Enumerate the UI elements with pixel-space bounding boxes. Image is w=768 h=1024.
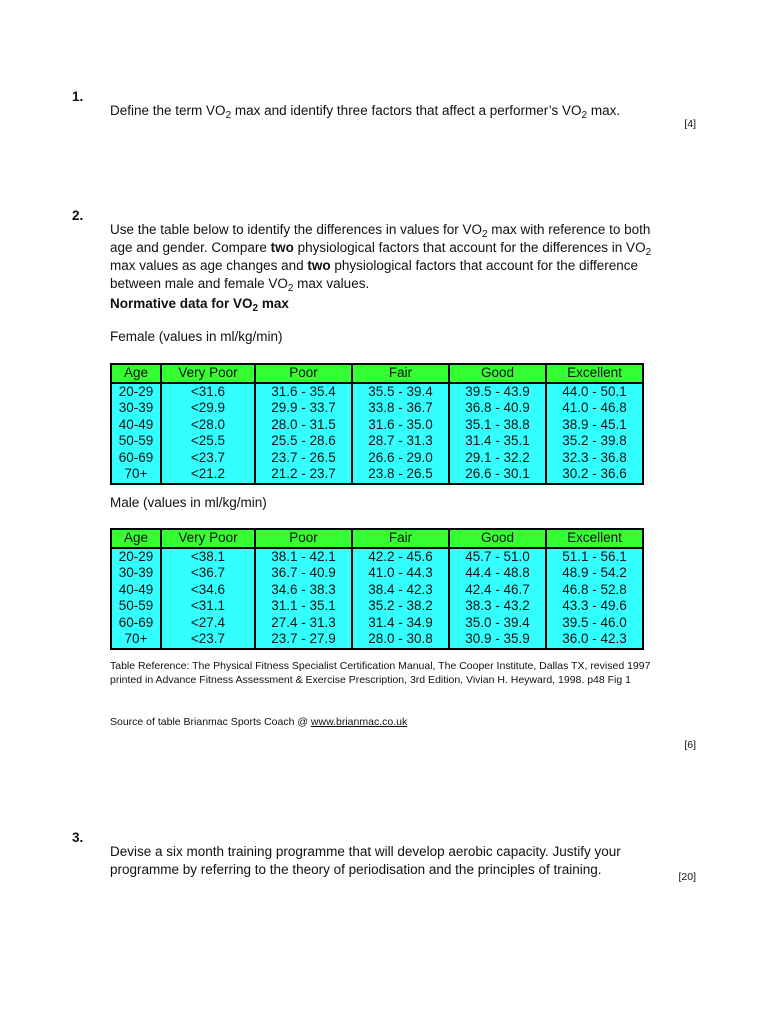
table-row xyxy=(111,548,643,566)
question-text: Devise a six month training programme that will develop aerobic capacity. Justify your programme by referring to the theory of periodisation and the principles of training. xyxy=(110,843,621,877)
value-cell: 31.4 - 35.1 xyxy=(449,433,546,450)
age-cell: 70+ xyxy=(111,466,161,484)
table-header-row xyxy=(111,364,643,383)
value-cell: 38.9 - 45.1 xyxy=(546,417,643,434)
value-cell: 43.3 - 49.6 xyxy=(546,598,643,615)
table-row xyxy=(111,417,643,434)
value-cell: 23.8 - 26.5 xyxy=(352,466,449,484)
value-cell: 29.9 - 33.7 xyxy=(255,400,352,417)
value-cell: <23.7 xyxy=(161,631,255,649)
age-cell: 60-69 xyxy=(111,450,161,467)
value-cell: 28.0 - 31.5 xyxy=(255,417,352,434)
age-cell: 70+ xyxy=(111,631,161,649)
value-cell: 33.8 - 36.7 xyxy=(352,400,449,417)
value-cell: 35.1 - 38.8 xyxy=(449,417,546,434)
age-cell: 40-49 xyxy=(111,417,161,434)
value-cell: <27.4 xyxy=(161,615,255,632)
value-cell: 30.9 - 35.9 xyxy=(449,631,546,649)
table-row xyxy=(111,631,643,649)
age-cell: 20-29 xyxy=(111,383,161,401)
marks-label: [20] xyxy=(678,871,696,883)
age-cell: 50-59 xyxy=(111,598,161,615)
value-cell: 38.3 - 43.2 xyxy=(449,598,546,615)
age-cell: 30-39 xyxy=(111,565,161,582)
value-cell: 41.0 - 46.8 xyxy=(546,400,643,417)
value-cell: 28.7 - 31.3 xyxy=(352,433,449,450)
table-source: Source of table Brianmac Sports Coach @ www.brianmac.co.uk xyxy=(110,716,408,728)
value-cell: 35.2 - 39.8 xyxy=(546,433,643,450)
question-number: 3. xyxy=(72,830,84,845)
table-row xyxy=(111,433,643,450)
column-header: Very Poor xyxy=(161,364,255,383)
column-header: Excellent xyxy=(546,364,643,383)
column-header: Age xyxy=(111,529,161,548)
value-cell: <29.9 xyxy=(161,400,255,417)
value-cell: 38.4 - 42.3 xyxy=(352,582,449,599)
value-cell: 44.4 - 48.8 xyxy=(449,565,546,582)
table-row xyxy=(111,400,643,417)
value-cell: 26.6 - 29.0 xyxy=(352,450,449,467)
value-cell: 23.7 - 27.9 xyxy=(255,631,352,649)
male-table-label: Male (values in ml/kg/min) xyxy=(110,495,267,510)
value-cell: 39.5 - 43.9 xyxy=(449,383,546,401)
table-title: Normative data for $VO_2$ max xyxy=(110,296,289,314)
value-cell: 45.7 - 51.0 xyxy=(449,548,546,566)
value-cell: 39.5 - 46.0 xyxy=(546,615,643,632)
question-number: 1. xyxy=(72,89,84,104)
value-cell: <38.1 xyxy=(161,548,255,566)
table-header-row xyxy=(111,529,643,548)
column-header: Very Poor xyxy=(161,529,255,548)
value-cell: 35.2 - 38.2 xyxy=(352,598,449,615)
age-cell: 40-49 xyxy=(111,582,161,599)
table-row xyxy=(111,466,643,484)
value-cell: <36.7 xyxy=(161,565,255,582)
value-cell: 42.4 - 46.7 xyxy=(449,582,546,599)
value-cell: <34.6 xyxy=(161,582,255,599)
value-cell: 51.1 - 56.1 xyxy=(546,548,643,566)
value-cell: 31.1 - 35.1 xyxy=(255,598,352,615)
value-cell: <23.7 xyxy=(161,450,255,467)
column-header: Good xyxy=(449,529,546,548)
male-table-body xyxy=(111,548,643,649)
value-cell: 36.8 - 40.9 xyxy=(449,400,546,417)
marks-label: [6] xyxy=(684,739,696,751)
table-row xyxy=(111,582,643,599)
age-cell: 60-69 xyxy=(111,615,161,632)
male-norm-table xyxy=(110,528,644,650)
female-table-label: Female (values in ml/kg/min) xyxy=(110,329,283,344)
value-cell: 48.9 - 54.2 xyxy=(546,565,643,582)
column-header: Good xyxy=(449,364,546,383)
value-cell: 27.4 - 31.3 xyxy=(255,615,352,632)
table-row xyxy=(111,383,643,401)
value-cell: 36.0 - 42.3 xyxy=(546,631,643,649)
value-cell: 23.7 - 26.5 xyxy=(255,450,352,467)
marks-label: [4] xyxy=(684,118,696,130)
value-cell: <31.6 xyxy=(161,383,255,401)
value-cell: 21.2 - 23.7 xyxy=(255,466,352,484)
value-cell: <28.0 xyxy=(161,417,255,434)
age-cell: 20-29 xyxy=(111,548,161,566)
table-row xyxy=(111,615,643,632)
value-cell: <31.1 xyxy=(161,598,255,615)
value-cell: <21.2 xyxy=(161,466,255,484)
table-row xyxy=(111,450,643,467)
value-cell: 25.5 - 28.6 xyxy=(255,433,352,450)
column-header: Fair xyxy=(352,364,449,383)
value-cell: 46.8 - 52.8 xyxy=(546,582,643,599)
value-cell: 41.0 - 44.3 xyxy=(352,565,449,582)
value-cell: 34.6 - 38.3 xyxy=(255,582,352,599)
column-header: Poor xyxy=(255,364,352,383)
value-cell: 31.4 - 34.9 xyxy=(352,615,449,632)
female-table-body xyxy=(111,383,643,484)
brianmac-link[interactable]: www.brianmac.co.uk xyxy=(310,716,408,728)
value-cell: 42.2 - 45.6 xyxy=(352,548,449,566)
value-cell: 35.5 - 39.4 xyxy=(352,383,449,401)
female-norm-table xyxy=(110,363,644,485)
value-cell: 31.6 - 35.0 xyxy=(352,417,449,434)
value-cell: 38.1 - 42.1 xyxy=(255,548,352,566)
value-cell: 31.6 - 35.4 xyxy=(255,383,352,401)
question-text: Use the table below to identify the differences in values for $VO_2$ max with reference to both age and gender. Compare two physiological factors that account for the differences in $VO_2$ max values as age changes and two physiological factors that account for the difference between male and female $VO_2$ max values. xyxy=(110,221,652,294)
value-cell: 28.0 - 30.8 xyxy=(352,631,449,649)
column-header: Age xyxy=(111,364,161,383)
age-cell: 50-59 xyxy=(111,433,161,450)
column-header: Excellent xyxy=(546,529,643,548)
column-header: Poor xyxy=(255,529,352,548)
question-text: Define the term $VO_2$ max and identify three factors that affect a performer’s $VO_2$ max. xyxy=(110,102,621,121)
age-cell: 30-39 xyxy=(111,400,161,417)
value-cell: 29.1 - 32.2 xyxy=(449,450,546,467)
table-row xyxy=(111,598,643,615)
question-number: 2. xyxy=(72,208,84,223)
value-cell: 30.2 - 36.6 xyxy=(546,466,643,484)
value-cell: <25.5 xyxy=(161,433,255,450)
value-cell: 44.0 - 50.1 xyxy=(546,383,643,401)
value-cell: 35.0 - 39.4 xyxy=(449,615,546,632)
table-row xyxy=(111,565,643,582)
table-reference: Table Reference: The Physical Fitness Specialist Certification Manual, The Cooper Institute, Dallas TX, revised 1997 printed in Advance Fitness Assessment & Exercise Prescription, 3rd Edition, Vivian H. Heyward, 1998. p48 Fig 1 xyxy=(110,660,651,686)
value-cell: 36.7 - 40.9 xyxy=(255,565,352,582)
value-cell: 32.3 - 36.8 xyxy=(546,450,643,467)
column-header: Fair xyxy=(352,529,449,548)
value-cell: 26.6 - 30.1 xyxy=(449,466,546,484)
